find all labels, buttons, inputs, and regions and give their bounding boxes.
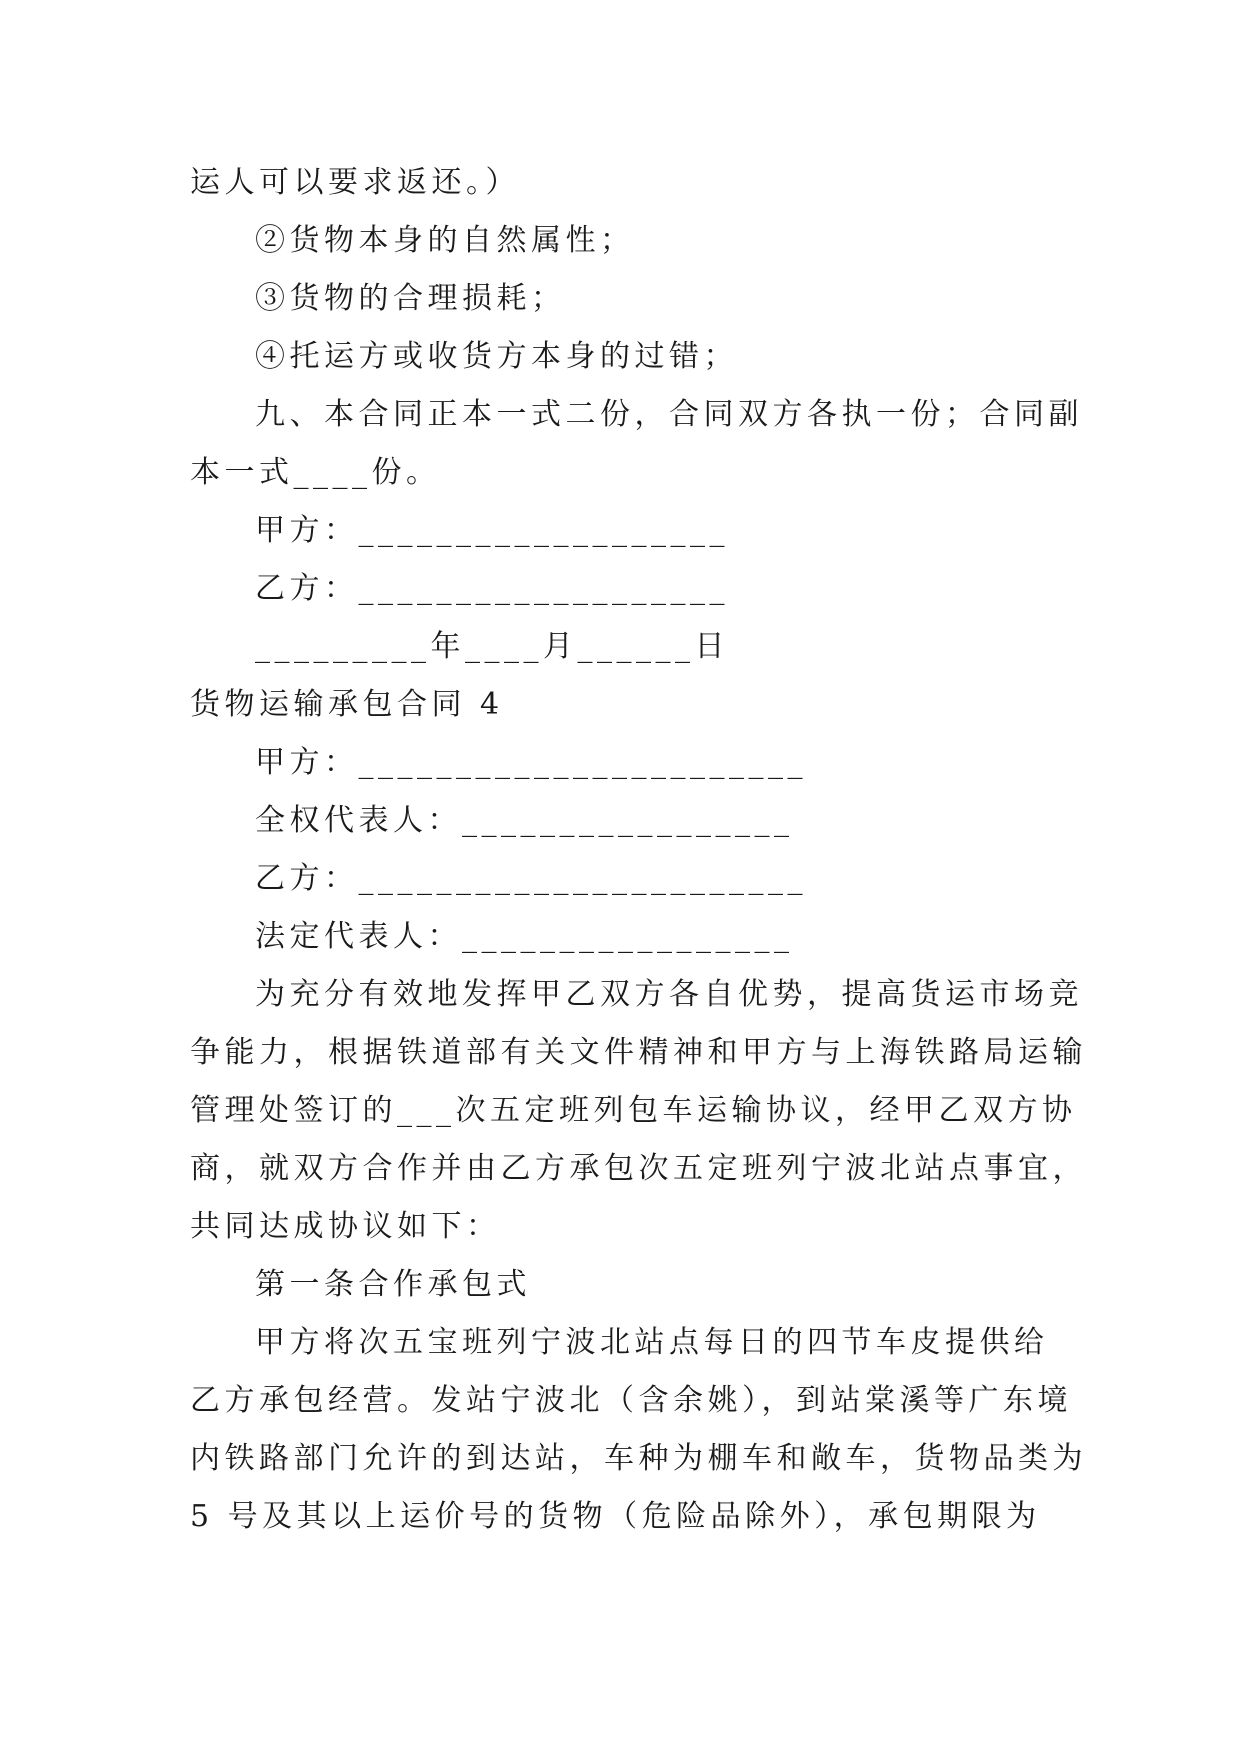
- text-line: 5 号及其以上运价号的货物（危险品除外），承包期限为: [190, 1499, 1041, 1534]
- article-one-paragraph: 甲方将次五宝班列宁波北站点每日的四节车皮提供给: [255, 1325, 1049, 1360]
- text-line: 商，就双方合作并由乙方承包次五定班列宁波北站点事宜，: [190, 1151, 1087, 1186]
- signature-date: _________年____月______日: [255, 629, 729, 664]
- party-a-field: 甲方：_______________________: [255, 745, 807, 780]
- preamble-paragraph: 为充分有效地发挥甲乙双方各自优势，提高货运市场竞: [255, 977, 1083, 1012]
- text-line: 共同达成协议如下：: [190, 1209, 501, 1244]
- text-line: 运人可以要求返还。）: [190, 165, 520, 200]
- text-line: 管理处签订的___次五定班列包车运输协议，经甲乙双方协: [190, 1093, 1077, 1128]
- article-one-heading: 第一条合作承包式: [255, 1267, 531, 1302]
- party-b-field: 乙方：_______________________: [255, 861, 807, 896]
- party-a-signature: 甲方：___________________: [255, 513, 729, 548]
- section-title: 货物运输承包合同 4: [190, 687, 504, 722]
- text-line: 本一式____份。: [190, 455, 441, 490]
- list-item-4: ④托运方或收货方本身的过错；: [255, 339, 738, 374]
- legal-representative-field: 法定代表人：_________________: [255, 919, 794, 954]
- text-line: 争能力，根据铁道部有关文件精神和甲方与上海铁路局运输: [190, 1035, 1087, 1070]
- list-item-2: ②货物本身的自然属性；: [255, 223, 635, 258]
- clause-nine: 九、本合同正本一式二份，合同双方各执一份；合同副: [255, 397, 1083, 432]
- text-line: 内铁路部门允许的到达站，车种为棚车和敞车，货物品类为: [190, 1441, 1087, 1476]
- party-b-signature: 乙方：___________________: [255, 571, 729, 606]
- list-item-3: ③货物的合理损耗；: [255, 281, 566, 316]
- authorized-representative-field: 全权代表人：_________________: [255, 803, 794, 838]
- text-line: 乙方承包经营。发站宁波北（含余姚），到站棠溪等广东境: [190, 1383, 1072, 1418]
